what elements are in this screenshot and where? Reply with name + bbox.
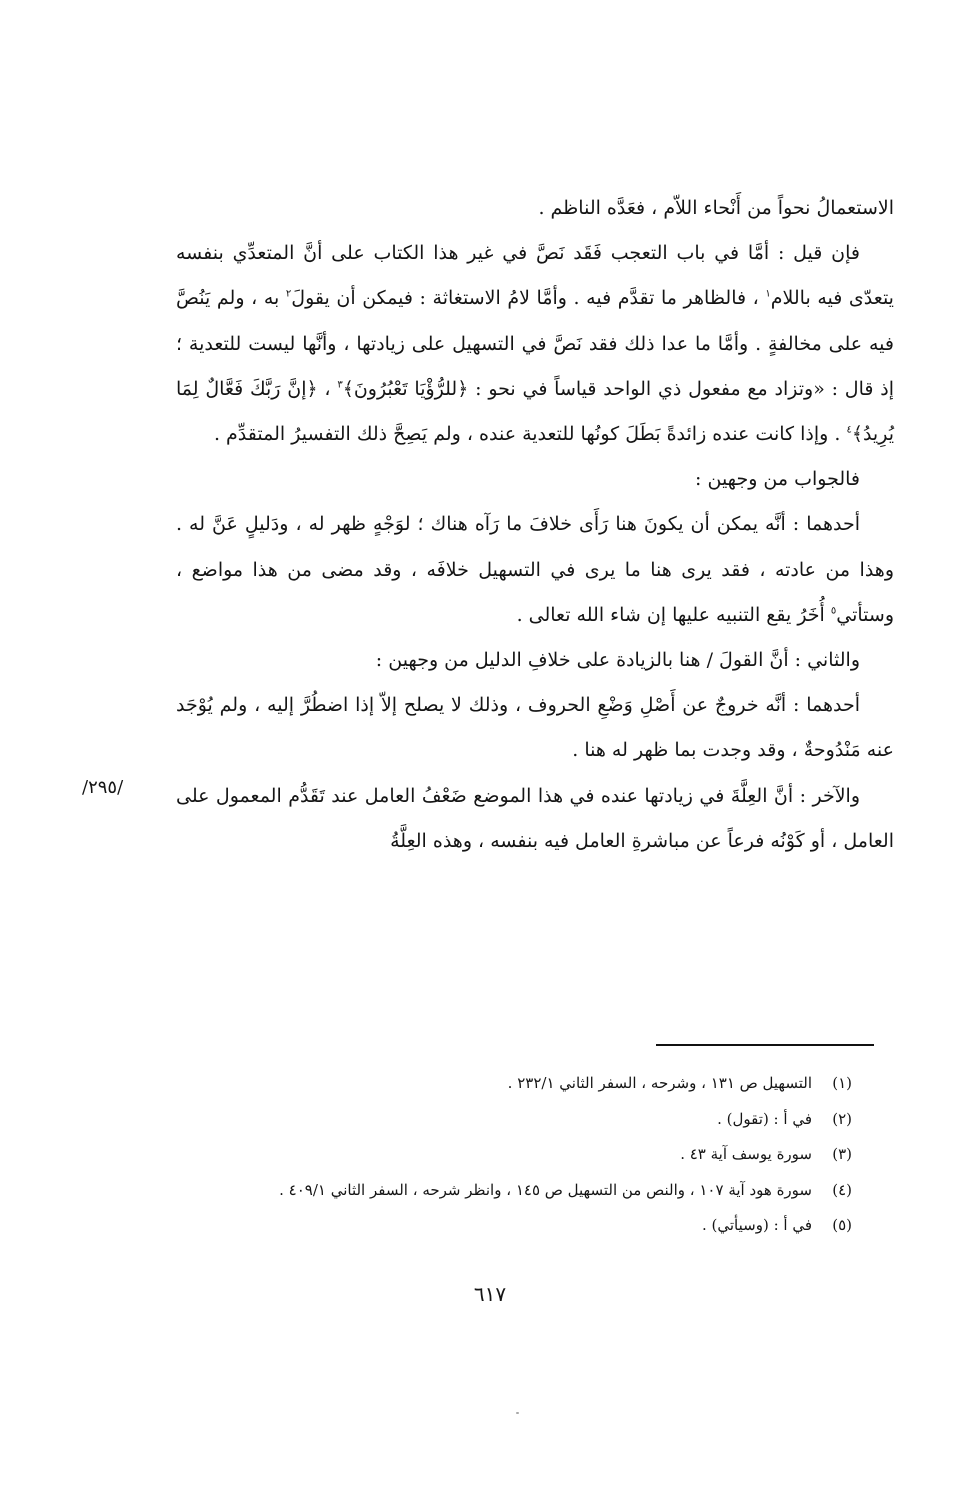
footnote-number: (٢) <box>832 1109 852 1128</box>
footnote-text: في أ : (وسيأتي) . <box>701 1216 812 1234</box>
text-run: فالجواب من وجهين : <box>695 468 860 491</box>
footnote <box>176 1066 852 1102</box>
footnote-separator <box>656 1044 874 1046</box>
footnote-reference: ٥ <box>830 605 837 617</box>
text-run: والآخر : أنَّ العِلَّةَ في زيادتها عنده في هذا الموضع ضَعْفُ العامل عند تَقَدُّم المعمول على العامل ، أو كَوْنُه فرعاً عن مباشرةِ العامل فيه بنفسه ، وهذه العِلَّةُ <box>176 784 894 852</box>
text-run: أحدهما : أنَّه خروجٌ عن أَصْلِ وَضْعِ الحروف ، وذلك لا يصلح إلاّ إذا اضطُرَّ إليه ، ولم يُوْجَد عنه مَنْدُوحةٌ ، وقد وجدت بما ظهر له هنا . <box>176 694 894 762</box>
footnote-reference: ٢ <box>285 289 292 301</box>
footnote-text: سورة يوسف آية ٤٣ . <box>680 1145 812 1163</box>
footnote-reference: ٤ <box>846 424 852 436</box>
text-run: ، ﴿إنَّ رَبَّكَ فَعَّالٌ لِمَا يُرِيدُ﴾ <box>176 377 894 446</box>
footnote <box>176 1208 852 1244</box>
paragraph <box>176 186 894 231</box>
footnote-number: (١) <box>832 1074 852 1092</box>
footnote-text: سورة هود آية ١٠٧ ، والنص من التسهيل ص ١٤٥ ، وانظر شرحه ، السفر الثاني ٤٠٩/١ . <box>279 1180 812 1199</box>
footnote-reference: ٣ <box>337 379 343 391</box>
footnote-text: في أ : (تقول) . <box>717 1109 812 1128</box>
paragraph <box>176 457 894 502</box>
paragraph <box>176 774 894 864</box>
paragraph <box>176 502 894 638</box>
footnotes <box>176 1066 852 1244</box>
text-run: ، فالظاهر ما تقدَّم فيه . وأمَّا لامُ الاستغاثة : فيمكن أن يقولَ <box>291 287 766 310</box>
footnote-number: (٤) <box>832 1180 852 1199</box>
footnote <box>176 1102 852 1138</box>
text-run: الاستعمالُ نحواً من أَنْحاء اللاّم ، فعَدَّه الناظم . <box>538 197 894 219</box>
text-run: . وإذا كانت عنده زائدةً بَطَلَ كونُها للتعدية عنده ، ولم يَصِحَّ ذلك التفسيرُ المتقدِّم . <box>213 423 847 446</box>
scan-speck <box>516 1412 519 1414</box>
main-text <box>176 186 894 864</box>
manuscript-folio-marker: /٢٩٥/ <box>82 777 124 798</box>
footnote-reference: ١ <box>765 289 771 301</box>
footnote <box>176 1137 852 1173</box>
paragraph <box>176 231 894 457</box>
text-run: أُخَرُ يقع التنبيه عليها إن شاء الله تعالى . <box>516 603 831 626</box>
paragraph <box>176 683 894 773</box>
footnote-number: (٣) <box>832 1145 852 1163</box>
footnote-number: (٥) <box>832 1216 852 1234</box>
footnote <box>176 1173 852 1209</box>
text-run: به ، ولم يَنُصَّ فيه على مخالفةٍ . وأمَّا ما عدا ذلك فقد نَصَّ في التسهيل على زيادتها ، وأنَّها ليست للتعدية ؛ إذ قال : «وتزاد مع مفعول ذي الواحد قياساً في نحو : ﴿للرُّؤْيَا تَعْبُرُونَ﴾ <box>176 287 894 400</box>
footnote-text: التسهيل ص ١٣١ ، وشرحه ، السفر الثاني ٢٣٢/١ . <box>507 1074 812 1092</box>
paragraph <box>176 638 894 683</box>
text-run: والثاني : أنَّ القولَ / هنا بالزيادة على خلافِ الدليل من وجهين : <box>375 649 860 672</box>
text-run: فإن قيل : أمَّا في باب التعجب فَقَد نَصَّ في غير هذا الكتاب على أنَّ المتعدِّي بنفسه يتعدّى فيه باللام <box>176 242 894 310</box>
text-run: أحدهما : أنَّه يمكن أن يكونَ هنا رَأَى خلافَ ما رَآه هناك ؛ لوَجْهٍ ظهر له ، ودَليلٍ عَنَّ له . وهذا من عادته ، فقد يرى هنا ما يرى في التسهيل خلافَه ، وقد مضى من هذا مواضع ، وستأتي <box>176 513 894 626</box>
page-number: ٦١٧ <box>473 1282 507 1306</box>
